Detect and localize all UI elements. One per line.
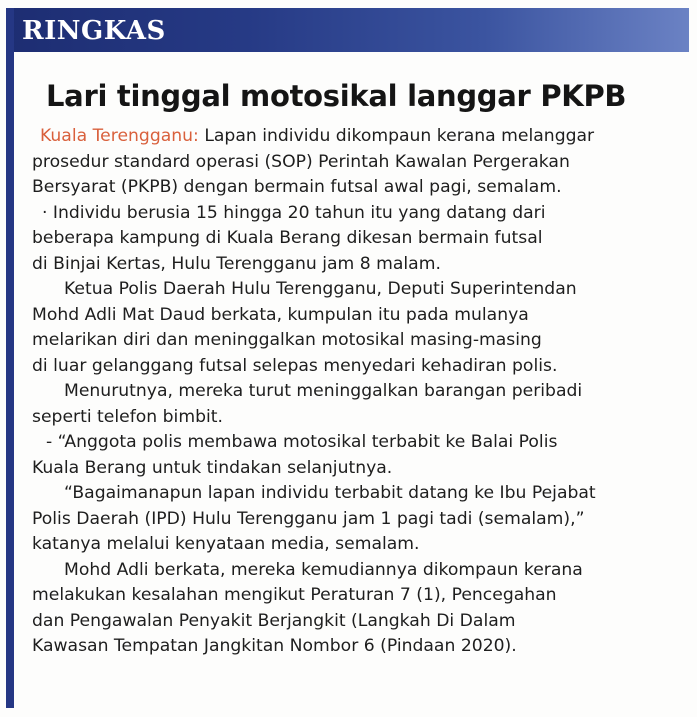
body-line-20: dan Pengawalan Penyakit Berjangkit (Langkah Di Dalam	[32, 610, 516, 631]
article-body	[32, 124, 687, 704]
section-label: RINGKAS	[22, 16, 166, 46]
body-line-13: - “Anggota polis membawa motosikal terbabit ke Balai Polis	[46, 432, 558, 452]
body-line-21: Kawasan Tempatan Jangkitan Nombor 6 (Pindaan 2020).	[32, 636, 517, 656]
body-line-15: “Bagaimanapun lapan individu terbabit datang ke Ibu Pejabat	[64, 483, 596, 503]
dateline: Kuala Terengganu:	[40, 126, 199, 146]
body-line-9: melarikan diri dan meninggalkan motosikal masing-masing	[32, 330, 542, 350]
body-line-11: Menurutnya, mereka turut meninggalkan barangan peribadi	[64, 381, 583, 401]
body-line-16: Polis Daerah (IPD) Hulu Terengganu jam 1 pagi tadi (semalam),”	[32, 508, 585, 529]
body-line-17: katanya melalui kenyataan media, semalam.	[32, 534, 420, 554]
body-line-1	[32, 124, 687, 150]
headline: Lari tinggal motosikal langgar PKPB	[46, 79, 627, 113]
body-line-14: Kuala Berang untuk tindakan selanjutnya.	[32, 457, 393, 478]
body-line-2: prosedur standard operasi (SOP) Perintah Kawalan Pergerakan	[32, 151, 570, 172]
body-line-4: · Individu berusia 15 hingga 20 tahun itu yang datang dari	[42, 202, 546, 223]
body-line-12: seperti telefon bimbit.	[32, 406, 223, 427]
body-line-10: di luar gelanggang futsal selepas menyedari kehadiran polis.	[32, 355, 558, 376]
body-line-3: Bersyarat (PKPB) dengan bermain futsal awal pagi, semalam.	[32, 177, 562, 197]
left-rule	[6, 8, 14, 708]
body-line-8: Mohd Adli Mat Daud berkata, kumpulan itu pada mulanya	[32, 304, 529, 325]
body-text-1: Lapan individu dikompaun kerana melanggar	[198, 126, 595, 146]
body-line-7: Ketua Polis Daerah Hulu Terengganu, Deputi Superintendan	[64, 279, 577, 299]
body-line-5: beberapa kampung di Kuala Berang dikesan bermain futsal	[32, 228, 543, 248]
body-line-18: Mohd Adli berkata, mereka kemudiannya dikompaun kerana	[64, 559, 583, 580]
body-line-19: melakukan kesalahan mengikut Peraturan 7 (1), Pencegahan	[32, 585, 557, 605]
body-line-6: di Binjai Kertas, Hulu Terengganu jam 8 malam.	[32, 253, 441, 274]
